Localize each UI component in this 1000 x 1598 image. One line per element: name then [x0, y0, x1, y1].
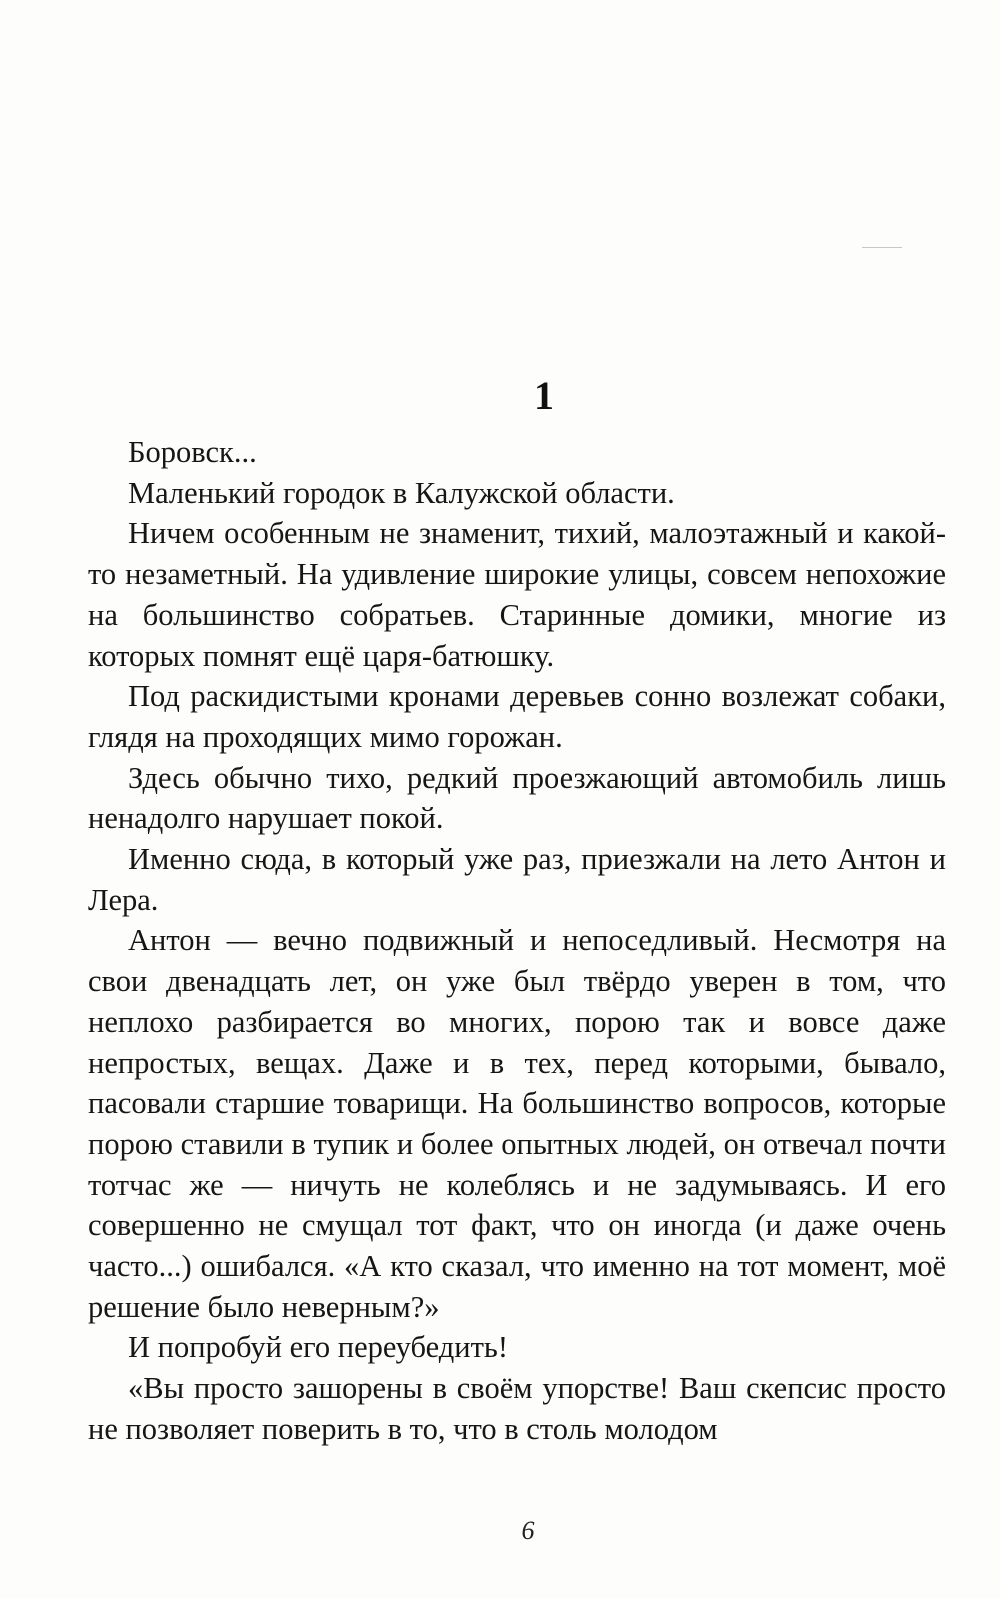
paragraph: Под раскидистыми кронами деревьев сонно возлежат собаки, глядя на проходящих мимо горожан.	[88, 679, 946, 754]
scan-speck	[862, 247, 902, 248]
chapter-number: 1	[534, 373, 554, 418]
paragraph: Антон — вечно подвижный и непоседливый. Несмотря на свои двенадцать лет, он уже был твёрдо уверен в том, что неплохо разбирается во многих, порою так и вовсе даже непростых, вещах. Даже и в тех, перед которыми, бывало, пасовали старшие товарищи. На большинство вопросов, которые порою ставили в тупик и более опытных людей, он отвечал почти тотчас же — ничуть не колеблясь и не задумываясь. И его совершенно не смущал тот факт, что он иногда (и даже очень часто...) ошибался. «А кто сказал, что именно на тот момент, моё решение было неверным?»	[88, 923, 946, 1324]
body-text	[88, 432, 946, 1450]
paragraph: Ничем особенным не знаменит, тихий, малоэтажный и какой-то незаметный. На удивление широкие улицы, совсем непохожие на большинство собратьев. Старинные домики, многие из которых помнят ещё царя-батюшку.	[88, 516, 946, 673]
paragraph: Маленький городок в Калужской области.	[128, 475, 675, 510]
paragraph: Здесь обычно тихо, редкий проезжающий автомобиль лишь ненадолго нарушает покой.	[88, 760, 946, 836]
paragraph: «Вы просто зашорены в своём упорстве! Ваш скепсис просто не позволяет поверить в то, что в столь молодом	[88, 1371, 946, 1446]
paragraph: Боровск...	[128, 435, 257, 469]
page-number: 6	[521, 1516, 535, 1545]
paragraph: И попробуй его переубедить!	[128, 1330, 508, 1365]
paragraph: Именно сюда, в который уже раз, приезжали на лето Антон и Лера.	[88, 842, 946, 917]
